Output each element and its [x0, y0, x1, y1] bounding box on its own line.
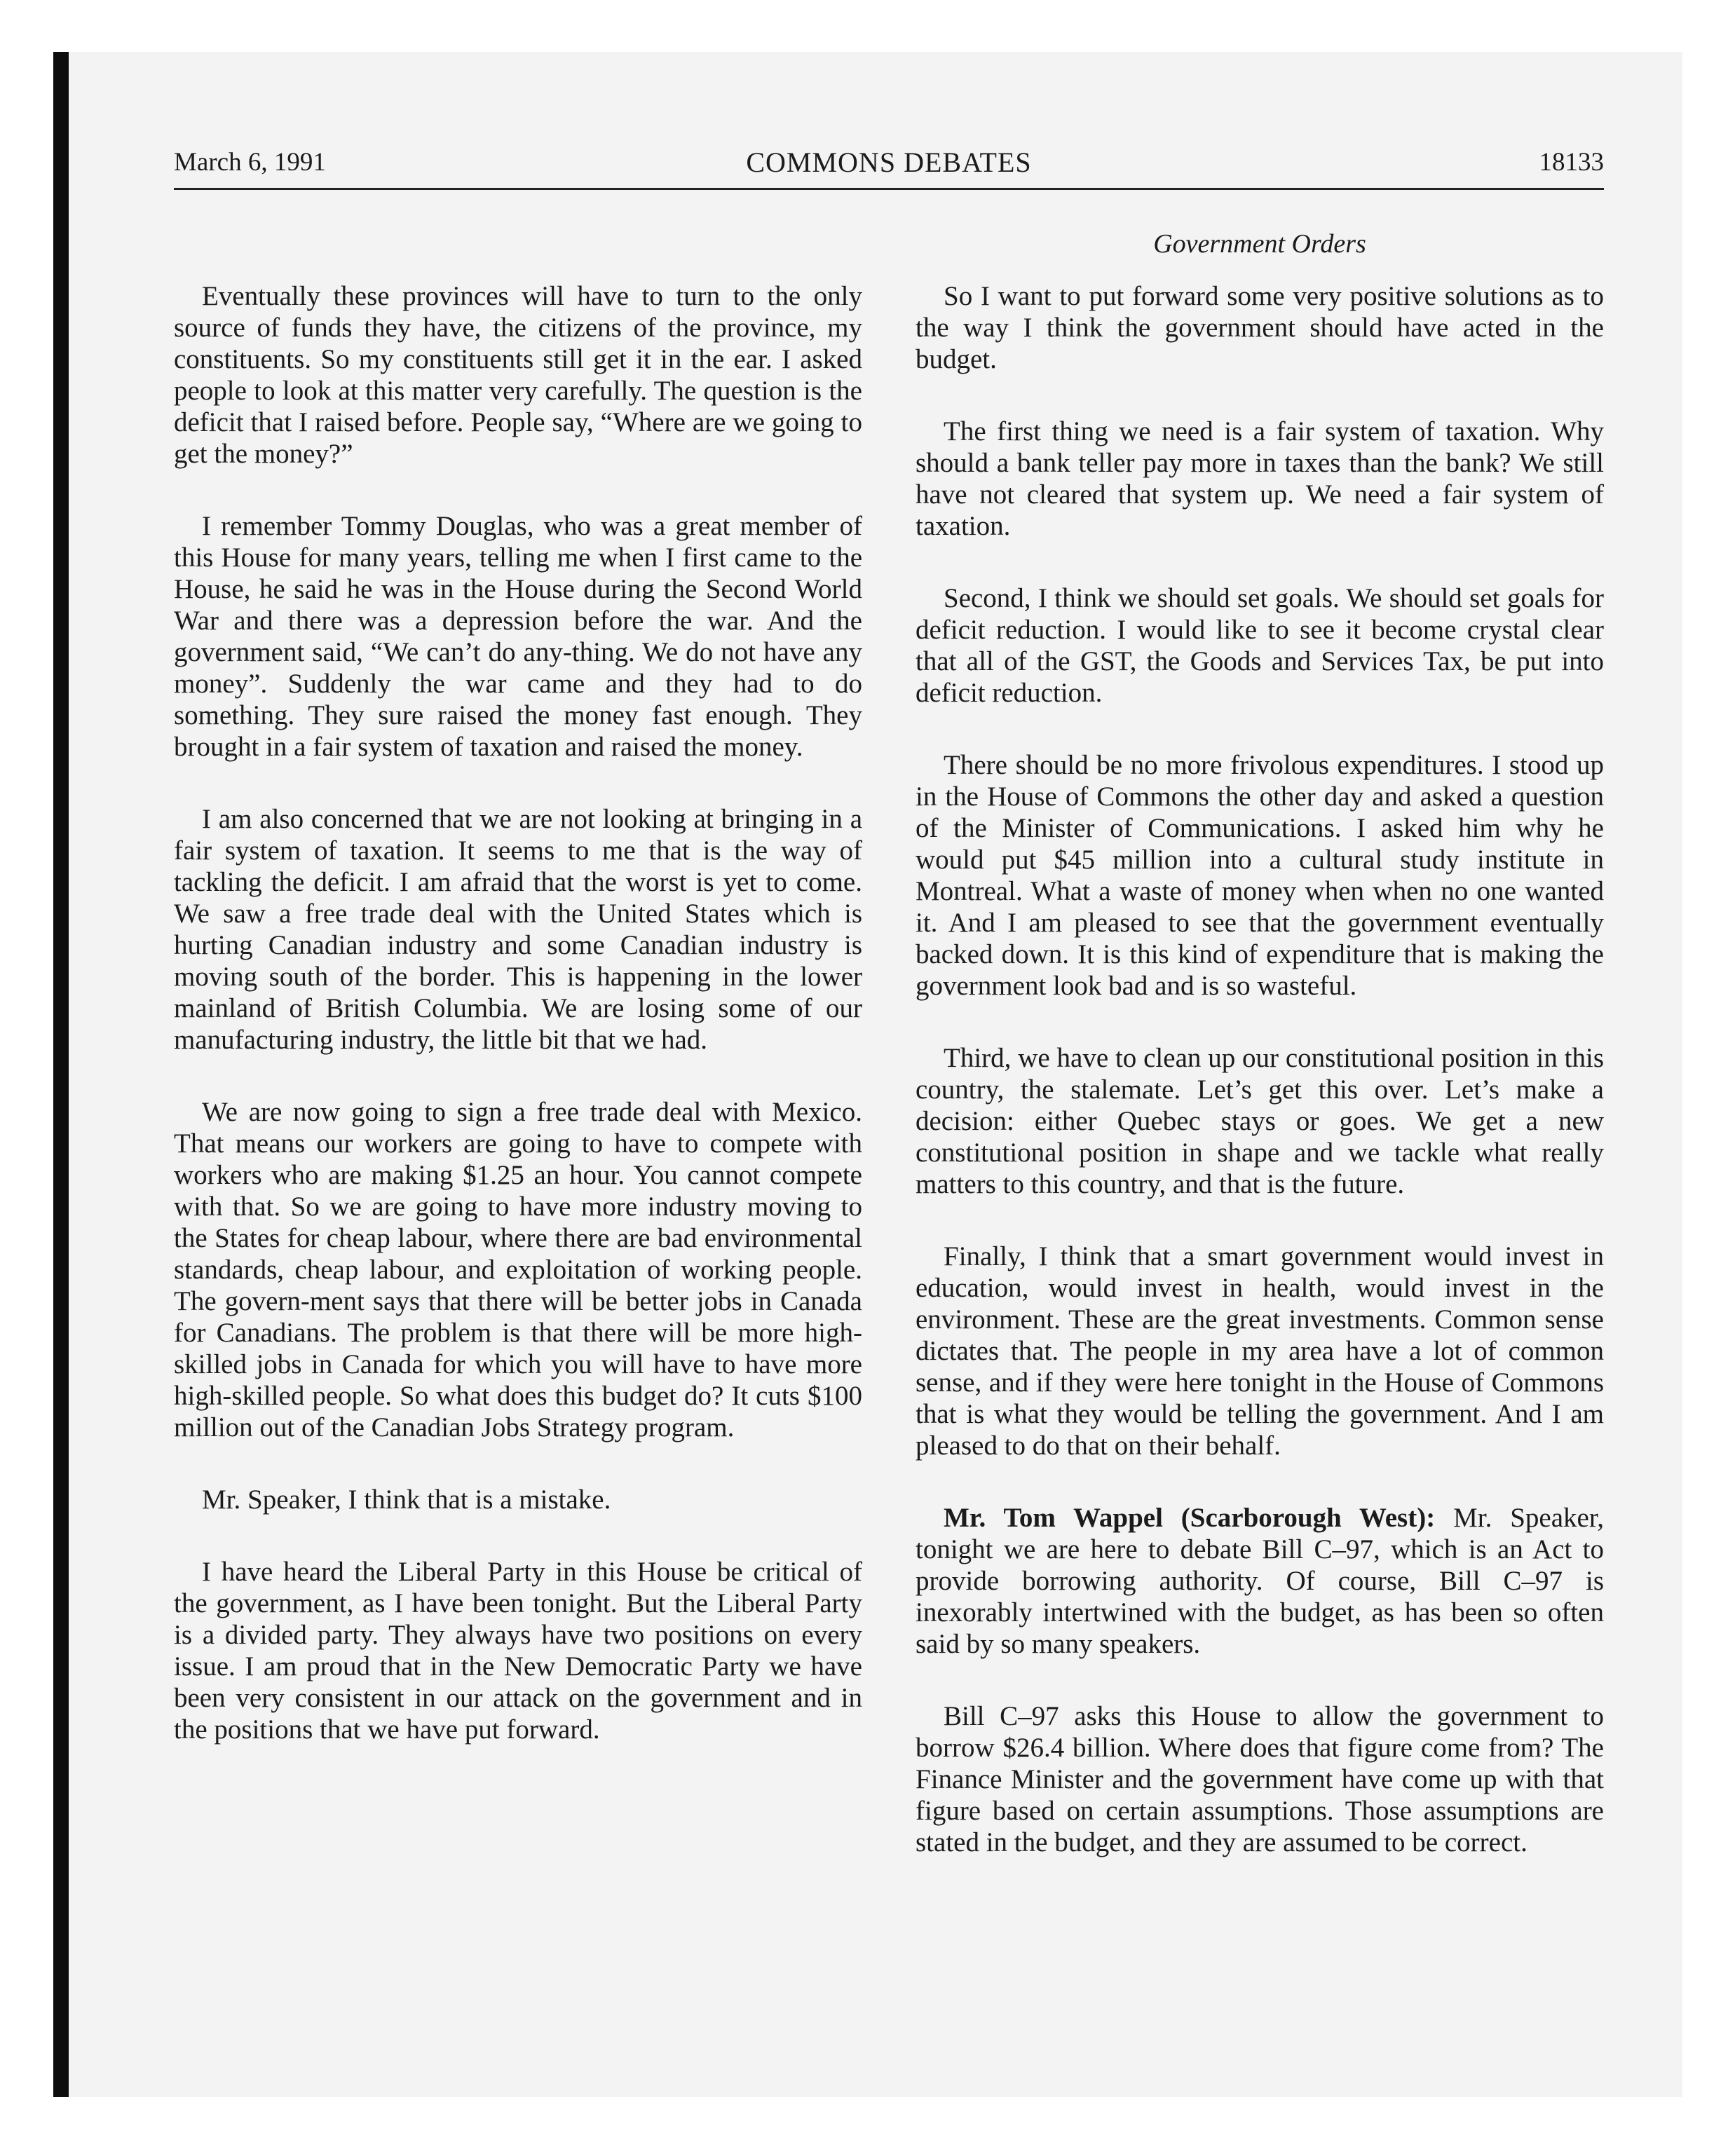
paragraph: So I want to put forward some very positive solutions as to the way I think the government should have acted in the budget. — [916, 281, 1604, 374]
right-column — [916, 280, 1604, 1899]
paragraph: I am also concerned that we are not looking at bringing in a fair system of taxation. It seems to me that is the way of tackling the deficit. I am afraid that the worst is yet to come. We saw a free trade deal with the United States which is hurting Canadian industry and some Canadian industry is moving south of the border. This is happening in the lower mainland of British Columbia. We are losing some of our manufacturing industry, the little bit that we had. — [174, 804, 862, 1055]
paragraph: There should be no more frivolous expenditures. I stood up in the House of Commons the other day and asked a question of the Minister of Communications. I asked him why he would put $45 million into a cultural study institute in Montreal. What a waste of money when when no one wanted it. And I am pleased to see that the government eventually backed down. It is this kind of expenditure that is making the government look bad and is so wasteful. — [916, 750, 1604, 1001]
paragraph: We are now going to sign a free trade deal with Mexico. That means our workers are going to have to compete with workers who are making $1.25 an hour. You cannot compete with that. So we are going to have more industry moving to the States for cheap labour, where there are bad environmental standards, cheap labour, and exploitation of working people. The govern-ment says that there will be better jobs in Canada for Canadians. The problem is that there will be more high-skilled jobs in Canada for which you will have to have more high-skilled people. So what does this budget do? It cuts $100 million out of the Canadian Jobs Strategy program. — [174, 1097, 862, 1442]
paragraph: I have heard the Liberal Party in this House be critical of the government, as I have been tonight. But the Liberal Party is a divided party. They always have two positions on every issue. I am proud that in the New Democratic Party we have been very consistent in our attack on the government and in the positions that we have put forward. — [174, 1557, 862, 1745]
paragraph: Eventually these provinces will have to turn to the only source of funds they have, the citizens of the province, my constituents. So my constituents still get it in the ear. I asked people to look at this matter very carefully. The question is the deficit that I raised before. People say, “Where are we going to get the money?” — [174, 281, 862, 469]
header-date: March 6, 1991 — [174, 148, 326, 177]
paragraph: I remember Tommy Douglas, who was a great member of this House for many years, telling me when I first came to the House, he said he was in the House during the Second World War and there was a depression before the war. And the government said, “We can’t do any-thing. We do not have any money”. Suddenly the war came and they had to do something. They sure raised the money fast enough. They brought in a fair system of taxation and raised the money. — [174, 511, 862, 762]
paragraph: Finally, I think that a smart government would invest in education, would invest in health, would invest in the environment. These are the great investments. Common sense dictates that. The people in my area have a lot of common sense, and if they were here tonight in the House of Commons that is what they would be telling the government. And I am pleased to do that on their behalf. — [916, 1241, 1604, 1461]
left-column — [174, 280, 862, 1786]
paragraph: Bill C–97 asks this House to allow the government to borrow $26.4 billion. Where does that figure come from? The Finance Minister and the government have come up with that figure based on certain assumptions. Those assumptions are stated in the budget, and they are assumed to be correct. — [916, 1701, 1604, 1857]
speaker-name: Mr. Tom Wappel (Scarborough West): — [944, 1503, 1436, 1533]
paragraph: Second, I think we should set goals. We should set goals for deficit reduction. I would like to see it become crystal clear that all of the GST, the Goods and Services Tax, be put into deficit reduction. — [916, 583, 1604, 708]
section-heading: Government Orders — [1153, 229, 1366, 259]
document-page — [174, 144, 1604, 1966]
header-title: COMMONS DEBATES — [746, 146, 1032, 178]
paragraph: Mr. Speaker, I think that is a mistake. — [202, 1485, 611, 1515]
paragraph: The first thing we need is a fair system of taxation. Why should a bank teller pay more in taxes than the bank? We still have not cleared that system up. We need a fair system of taxation. — [916, 416, 1604, 541]
speech-text: Mr. Speaker, tonight we are here to debate Bill C–97, which is an Act to provide borrowing authority. Of course, Bill C–97 is inexorably intertwined with the budget, as has been so often said by so many speakers. — [916, 1503, 1604, 1659]
header-rule — [174, 188, 1604, 190]
scan-edge-shadow — [53, 52, 69, 2097]
speech-paragraph — [916, 1502, 1604, 1660]
page-header — [174, 144, 1604, 183]
header-page-number: 18133 — [1539, 148, 1604, 177]
paragraph: Third, we have to clean up our constitutional position in this country, the stalemate. Let’s get this over. Let’s make a decision: either Quebec stays or goes. We get a new constitutional position in shape and we tackle what really matters to this country, and that is the future. — [916, 1043, 1604, 1199]
